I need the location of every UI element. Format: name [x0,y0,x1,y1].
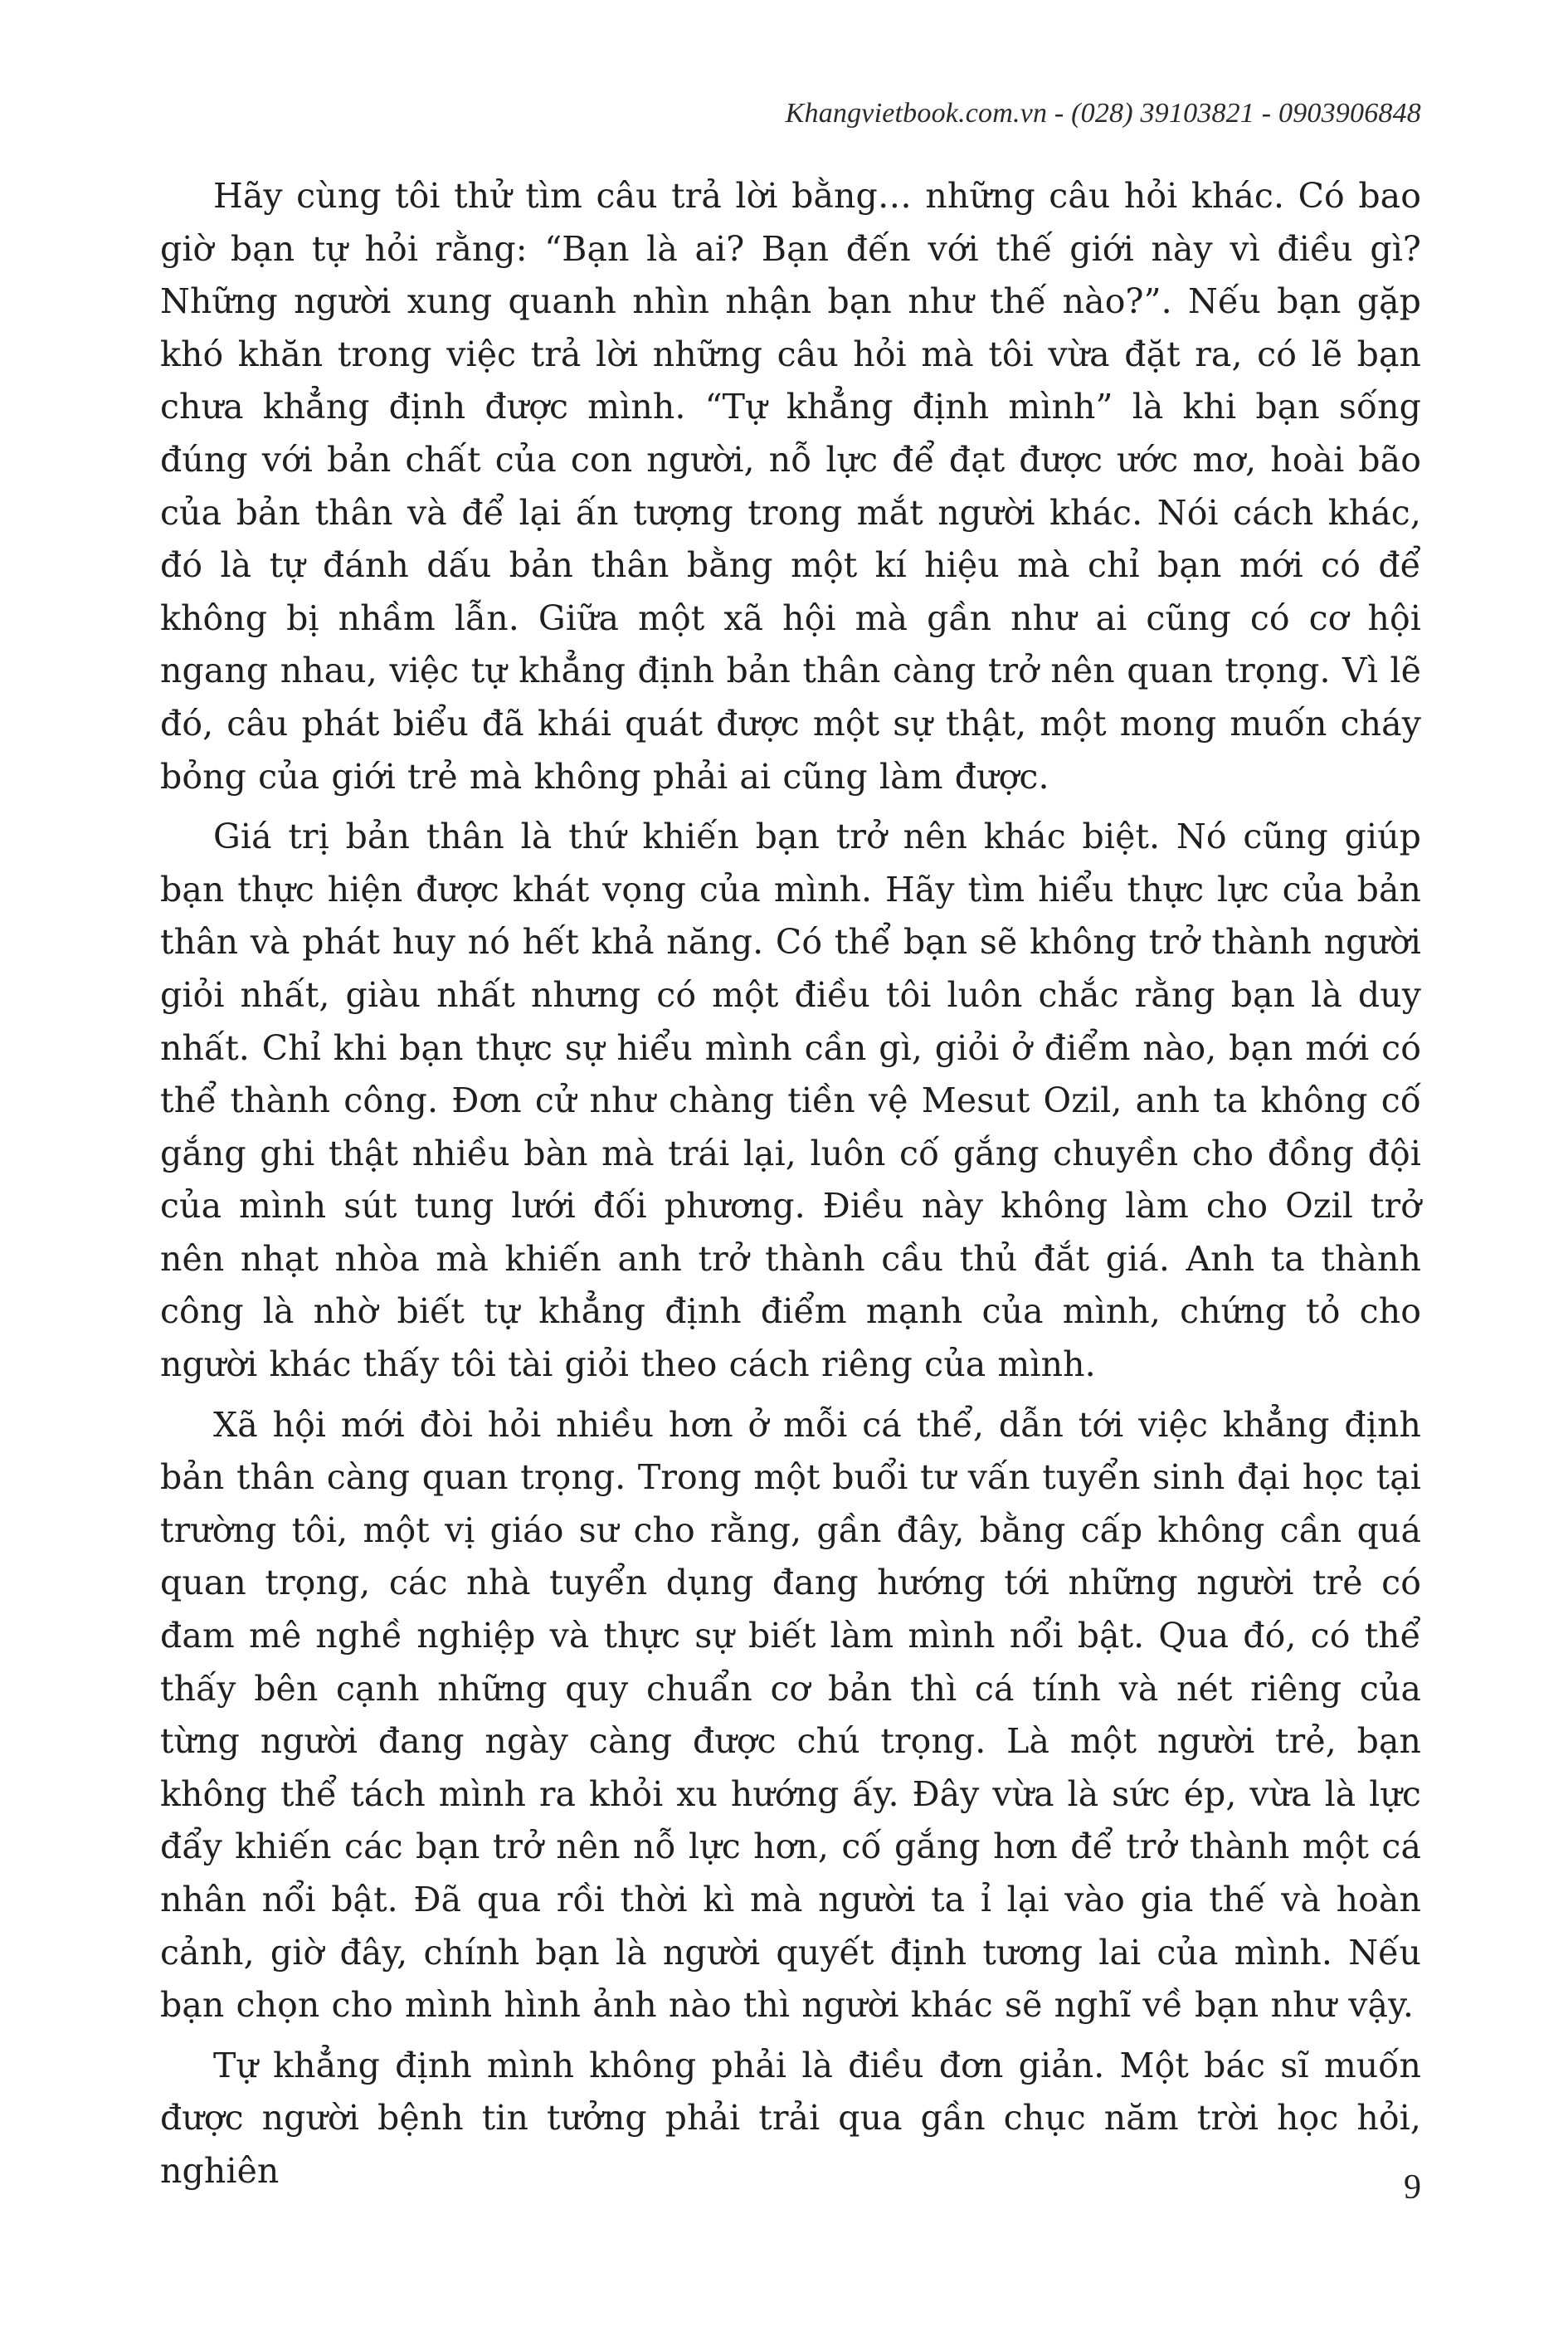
paragraph-3: Xã hội mới đòi hỏi nhiều hơn ở mỗi cá thể, dẫn tới việc khẳng định bản thân càng quan trọng. Trong một buổi tư vấn tuyển sinh đại học tại trường tôi, một vị giáo sư cho rằng, gần đây, bằng cấp không cần quá quan trọng, các nhà tuyển dụng đang hướng tới những người trẻ có đam mê nghề nghiệp và thực sự biết làm mình nổi bật. Qua đó, có thể thấy bên cạnh những quy chuẩn cơ bản thì cá tính và nét riêng của từng người đang ngày càng được chú trọng. Là một người trẻ, bạn không thể tách mình ra khỏi xu hướng ấy. Đây vừa là sức ép, vừa là lực đẩy khiến các bạn trở nên nỗ lực hơn, cố gắng hơn để trở thành một cá nhân nổi bật. Đã qua rồi thời kì mà người ta ỉ lại vào gia thế và hoàn cảnh, giờ đây, chính bạn là người quyết định tương lai của mình. Nếu bạn chọn cho mình hình ảnh nào thì người khác sẽ nghĩ về bạn như vậy. [160,1404,1421,2026]
paragraph-1: Hãy cùng tôi thử tìm câu trả lời bằng… những câu hỏi khác. Có bao giờ bạn tự hỏi rằng: “Bạn là ai? Bạn đến với thế giới này vì điều gì? Những người xung quanh nhìn nhận bạn như thế nào?”. Nếu bạn gặp khó khăn trong việc trả lời những câu hỏi mà tôi vừa đặt ra, có lẽ bạn chưa khẳng định được mình. “Tự khẳng định mình” là khi bạn sống đúng với bản chất của con người, nỗ lực để đạt được ước mơ, hoài bão của bản thân và để lại ấn tượng trong mắt người khác. Nói cách khác, đó là tự đánh dấu bản thân bằng một kí hiệu mà chỉ bạn mới có để không bị nhầm lẫn. Giữa một xã hội mà gần như ai cũng có cơ hội ngang nhau, việc tự khẳng định bản thân càng trở nên quan trọng. Vì lẽ đó, câu phát biểu đã khái quát được một sự thật, một mong muốn cháy bỏng của giới trẻ mà không phải ai cũng làm được. [160,176,1421,797]
paragraph-4: Tự khẳng định mình không phải là điều đơn giản. Một bác sĩ muốn được người bệnh tin tưởng phải trải qua gần chục năm trời học hỏi, nghiên [160,2045,1421,2191]
page-header: Khangvietbook.com.vn - (028) 39103821 - 0903906848 [785,98,1421,129]
paragraph-2: Giá trị bản thân là thứ khiến bạn trở nên khác biệt. Nó cũng giúp bạn thực hiện được khát vọng của mình. Hãy tìm hiểu thực lực của bản thân và phát huy nó hết khả năng. Có thể bạn sẽ không trở thành người giỏi nhất, giàu nhất nhưng có một điều tôi luôn chắc rằng bạn là duy nhất. Chỉ khi bạn thực sự hiểu mình cần gì, giỏi ở điểm nào, bạn mới có thể thành công. Đơn cử như chàng tiền vệ Mesut Ozil, anh ta không cố gắng ghi thật nhiều bàn mà trái lại, luôn cố gắng chuyền cho đồng đội của mình sút tung lưới đối phương. Điều này không làm cho Ozil trở nên nhạt nhòa mà khiến anh trở thành cầu thủ đắt giá. Anh ta thành công là nhờ biết tự khẳng định điểm mạnh của mình, chứng tỏ cho người khác thấy tôi tài giỏi theo cách riêng của mình. [160,817,1421,1385]
page-number: 9 [1404,2168,1421,2207]
body-text [160,170,1421,2206]
